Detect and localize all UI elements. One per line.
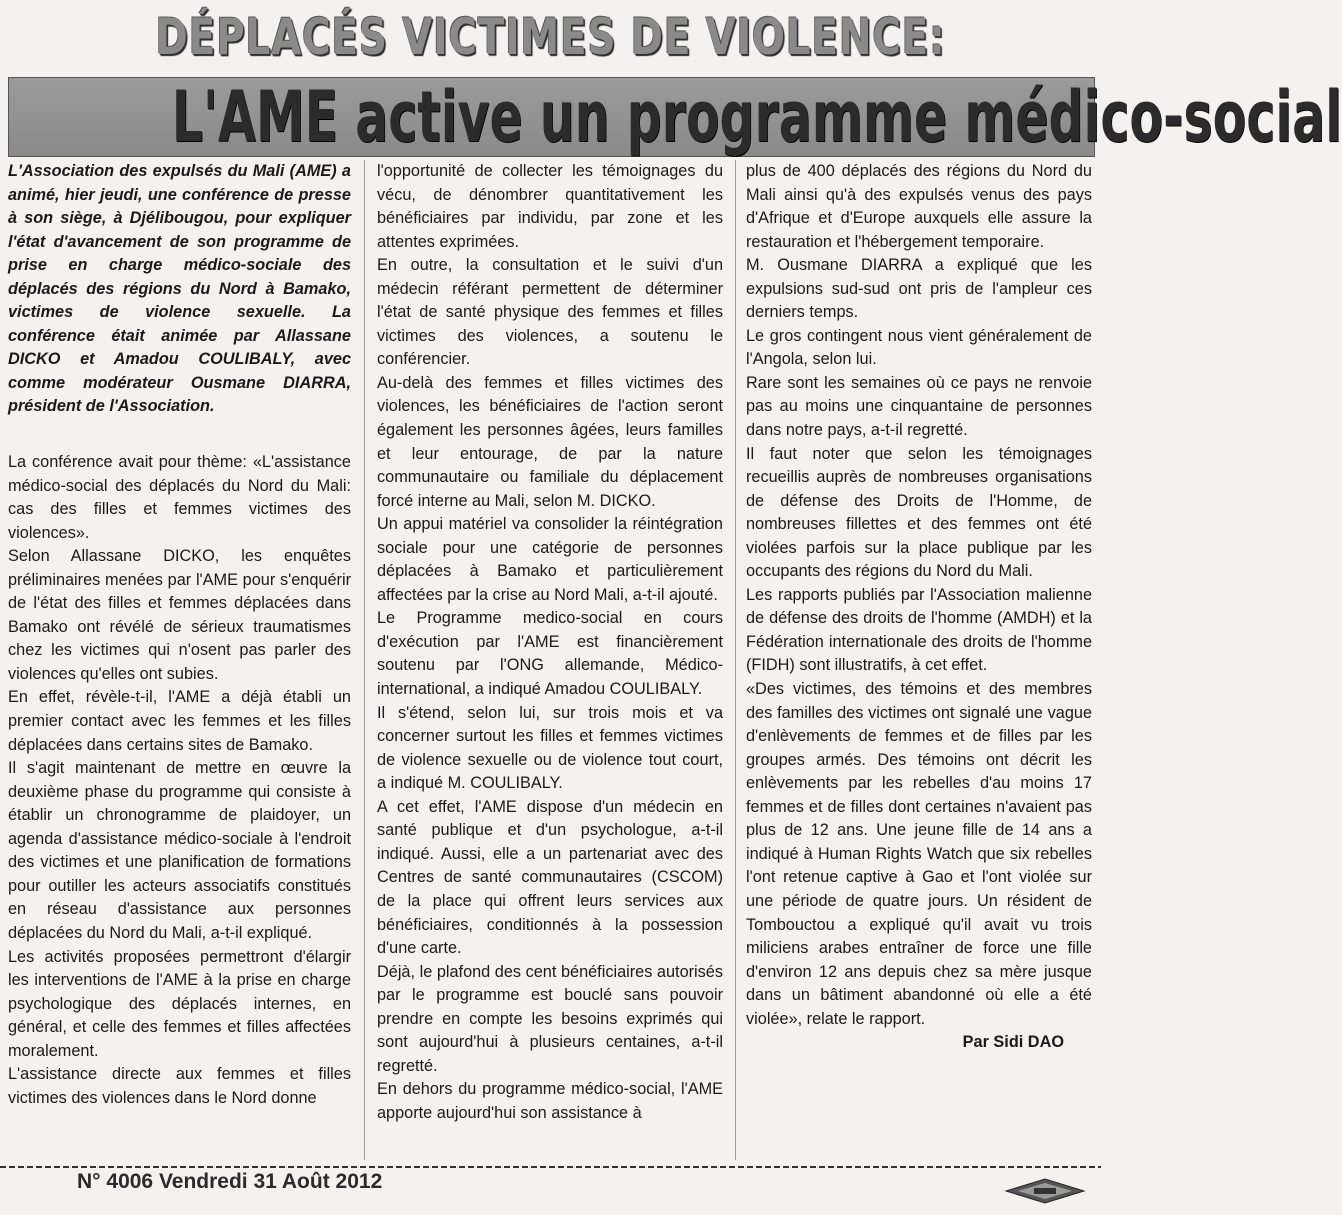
paragraph: Un appui matériel va consolider la réintégration sociale pour une catégorie de personnes déplacées à Bamako et particulièrement affectées par la crise au Nord Mali, a-t-il ajouté.	[377, 515, 723, 604]
newspaper-logo-icon	[1004, 1178, 1086, 1204]
column-divider	[364, 160, 365, 1160]
paragraph: Le gros contingent nous vient généralement de l'Angola, selon lui.	[746, 326, 1092, 369]
paragraph: «Des victimes, des témoins et des membres des familles des victimes ont signalé une vague d'enlèvements de femmes et de filles par les groupes armés. Des témoins ont décrit les enlèvements par les rebelles d'au moins 17 femmes et de filles dont certaines n'avaient pas plus de 12 ans. Une jeune fille de 14 ans a indiqué à Human Rights Watch que six rebelles l'ont retenue captive à Gao et l'ont violée sur une période de quatre jours. Un résident de Tombouctou a expliqué qu'il avait vu trois miliciens arabes entraîner de force une fille d'environ 12 ans depuis chez sa mère jusque dans un bâtiment abandonné où elle a été violée», relate le rapport.	[746, 680, 1092, 1028]
article-column-1	[8, 160, 351, 1163]
byline: Par Sidi DAO	[962, 1033, 1064, 1052]
kicker-title: DÉPLACÉS VICTIMES DE VIOLENCE:	[155, 8, 946, 66]
column-divider	[735, 160, 736, 1160]
paragraph: l'opportunité de collecter les témoignages du vécu, de dénombrer quantitativement les bénéficiaires par individu, par zone et les attentes exprimées.	[377, 162, 723, 251]
paragraph: Il s'étend, selon lui, sur trois mois et va concerner surtout les filles et femmes victimes de violence sexuelle ou de violence tout court, a indiqué M. COULIBALY.	[377, 703, 723, 793]
paragraph: Au-delà des femmes et filles victimes des violences, les bénéficiaires de l'action seront également les personnes âgées, leurs familles et leur entourage, de par la nature communautaire ou familiale du déplacement forcé interne au Mali, selon M. DICKO.	[377, 373, 723, 510]
paragraph: Rare sont les semaines où ce pays ne renvoie pas au moins une cinquantaine de personnes dans notre pays, a-t-il regretté.	[746, 373, 1092, 440]
article-column-2	[377, 160, 723, 1163]
paragraph: La conférence avait pour thème: «L'assistance médico-social des déplacés du Nord du Mali: cas des filles et femmes victimes des violences».	[8, 453, 351, 542]
paragraph: Selon Allassane DICKO, les enquêtes préliminaires menées par l'AME pour s'enquérir de l'état des filles et femmes déplacées dans Bamako ont révélé de sérieux traumatismes chez les victimes qui n'osent pas parler des violences qu'elles ont subies.	[8, 547, 351, 683]
paragraph: Il s'agit maintenant de mettre en œuvre la deuxième phase du programme qui consiste à établir un chronogramme de plaidoyer, un agenda d'assistance médico-sociale à l'endroit des victimes et une planification de formations pour outiller les acteurs associatifs constitués en réseau d'assistance aux personnes déplacées du Nord du Mali, a-t-il expliqué.	[8, 759, 351, 942]
paragraph: En outre, la consultation et le suivi d'un médecin référant permettent de déterminer l'état de santé physique des femmes et filles victimes des violences, a soutenu le conférencier.	[377, 256, 723, 369]
paragraph: L'assistance directe aux femmes et filles victimes des violences dans le Nord donne	[8, 1065, 351, 1107]
paragraph: A cet effet, l'AME dispose d'un médecin en santé publique et d'un psychologue, a-t-il indiqué. Aussi, elle a un partenariat avec des Centres de santé communautaires (CSCOM) de la place qui offrent leurs services aux bénéficiaires, conditionnés à la possession d'une carte.	[377, 797, 723, 958]
paragraph: En dehors du programme médico-social, l'AME apporte aujourd'hui son assistance à	[377, 1080, 723, 1122]
paragraph: M. Ousmane DIARRA a expliqué que les expulsions sud-sud ont pris de l'ampleur ces derniers temps.	[746, 256, 1092, 322]
article-lead: L'Association des expulsés du Mali (AME) a animé, hier jeudi, une conférence de presse à son siège, à Djélibougou, pour expliquer l'état d'avancement de son programme de prise en charge médico-sociale des déplacés des régions du Nord à Bamako, victimes de violence sexuelle. La conférence était animée par Allassane DICKO et Amadou COULIBALY, avec comme modérateur Ousmane DIARRA, président de l'Association.	[8, 162, 351, 416]
paragraph: En effet, révèle-t-il, l'AME a déjà établi un premier contact avec les femmes et les filles déplacées dans certains sites de Bamako.	[8, 688, 351, 754]
headline-band	[8, 76, 1342, 158]
paragraph: Il faut noter que selon les témoignages recueillis auprès de nombreuses organisations de défense des Droits de l'Homme, de nombreuses fillettes et des femmes ont été violées parfois sur la place publique par les occupants des régions du Nord du Mali.	[746, 444, 1092, 581]
paragraph: Le Programme medico-social en cours d'exécution par l'AME est financièrement soutenu par l'ONG allemande, Médico-international, a indiqué Amadou COULIBALY.	[377, 609, 723, 699]
paragraph: plus de 400 déplacés des régions du Nord du Mali ainsi qu'à des expulsés venus des pays d'Afrique et d'Europe auxquels elle assure la restauration et l'hébergement temporaire.	[746, 162, 1092, 251]
headline: L'AME active un programme médico-social	[171, 76, 1342, 158]
issue-footer: N° 4006 Vendredi 31 Août 2012	[77, 1170, 383, 1193]
paragraph: Déjà, le plafond des cent bénéficiaires autorisés par le programme est bouclé sans pouvoir prendre en compte les besoins exprimés qui sont aujourd'hui à plusieurs centaines, a-t-il regretté.	[377, 962, 723, 1075]
paragraph: Les activités proposées permettront d'élargir les interventions de l'AME à la prise en charge psychologique des déplacés internes, en général, et celle des femmes et filles affectées moralement.	[8, 947, 351, 1060]
article-column-3	[746, 160, 1092, 1163]
paragraph: Les rapports publiés par l'Association malienne de défense des droits de l'homme (AMDH) et la Fédération internationale des droits de l'homme (FIDH) sont illustratifs, à cet effet.	[746, 585, 1092, 675]
